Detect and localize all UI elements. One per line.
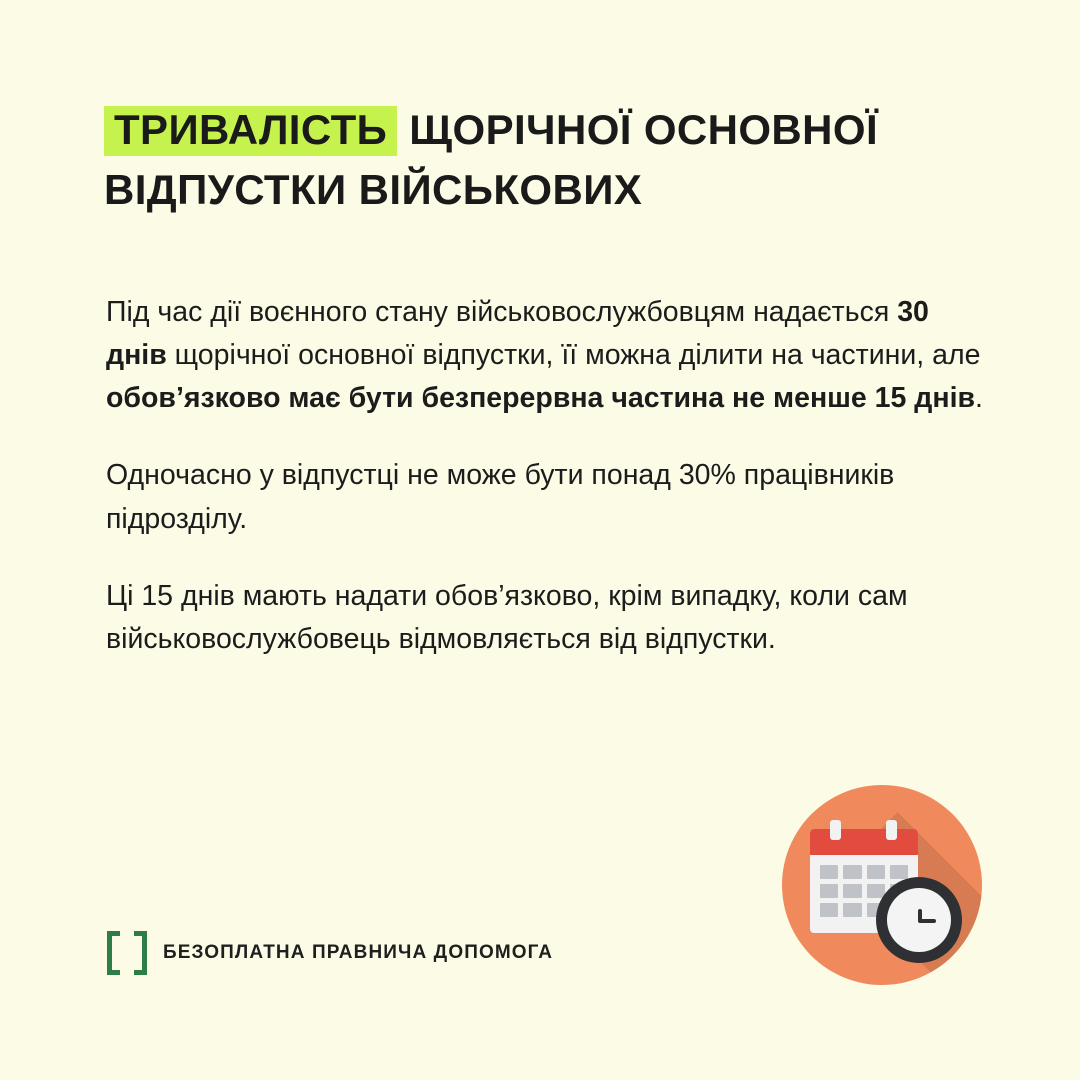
- paragraph-2: Одночасно у відпустці не може бути понад 30% працівників підрозділу.: [106, 459, 895, 535]
- title-rest-line-1: ЩОРІЧНОЇ ОСНОВНОЇ: [409, 106, 878, 153]
- calendar-cell: [843, 903, 861, 917]
- paragraph-3: Ці 15 днів мають надати обов’язково, крім випадку, коли сам військовослужбовець відмовляється від відпустки.: [106, 580, 908, 656]
- paragraph-1-part-1: Під час дії воєнного стану військовослужбовцям надається: [106, 295, 898, 328]
- bracket-right: [134, 931, 147, 975]
- calendar-cell: [820, 884, 838, 898]
- brackets-logo-icon: [107, 931, 147, 975]
- paragraph-1: [106, 291, 986, 421]
- body-text: [106, 262, 986, 662]
- calendar-cell: [820, 865, 838, 879]
- paragraph-1-bold-2: обов’язково має бути безперервна частина не менше 15 днів: [106, 382, 976, 415]
- title-line-2: ВІДПУСТКИ ВІЙСЬКОВИХ: [104, 165, 643, 213]
- page-title: [104, 100, 984, 219]
- title-line-1: [104, 100, 984, 160]
- calendar-ring-right: [886, 820, 897, 840]
- paragraph-1-part-3: .: [975, 382, 983, 415]
- calendar-cell: [867, 865, 885, 879]
- footer-logo: [107, 928, 553, 978]
- clock-minute-hand: [919, 919, 936, 923]
- bracket-left: [107, 931, 120, 975]
- calendar-clock-icon: [782, 785, 982, 985]
- calendar-cell: [843, 884, 861, 898]
- footer-logo-text: БЕЗОПЛАТНА ПРАВНИЧА ДОПОМОГА: [163, 942, 554, 963]
- clock-icon: [876, 877, 962, 963]
- calendar-cell: [843, 865, 861, 879]
- title-highlight: ТРИВАЛІСТЬ: [104, 106, 397, 156]
- icon-circle-background: [782, 785, 982, 985]
- paragraph-1-bold-1: 30 днів: [106, 295, 929, 371]
- calendar-cell: [820, 903, 838, 917]
- calendar-header: [810, 829, 918, 855]
- calendar-ring-left: [830, 820, 841, 840]
- calendar-cell: [890, 865, 908, 879]
- paragraph-1-part-2: щорічної основної відпустки, її можна ділити на частини, але: [166, 338, 981, 371]
